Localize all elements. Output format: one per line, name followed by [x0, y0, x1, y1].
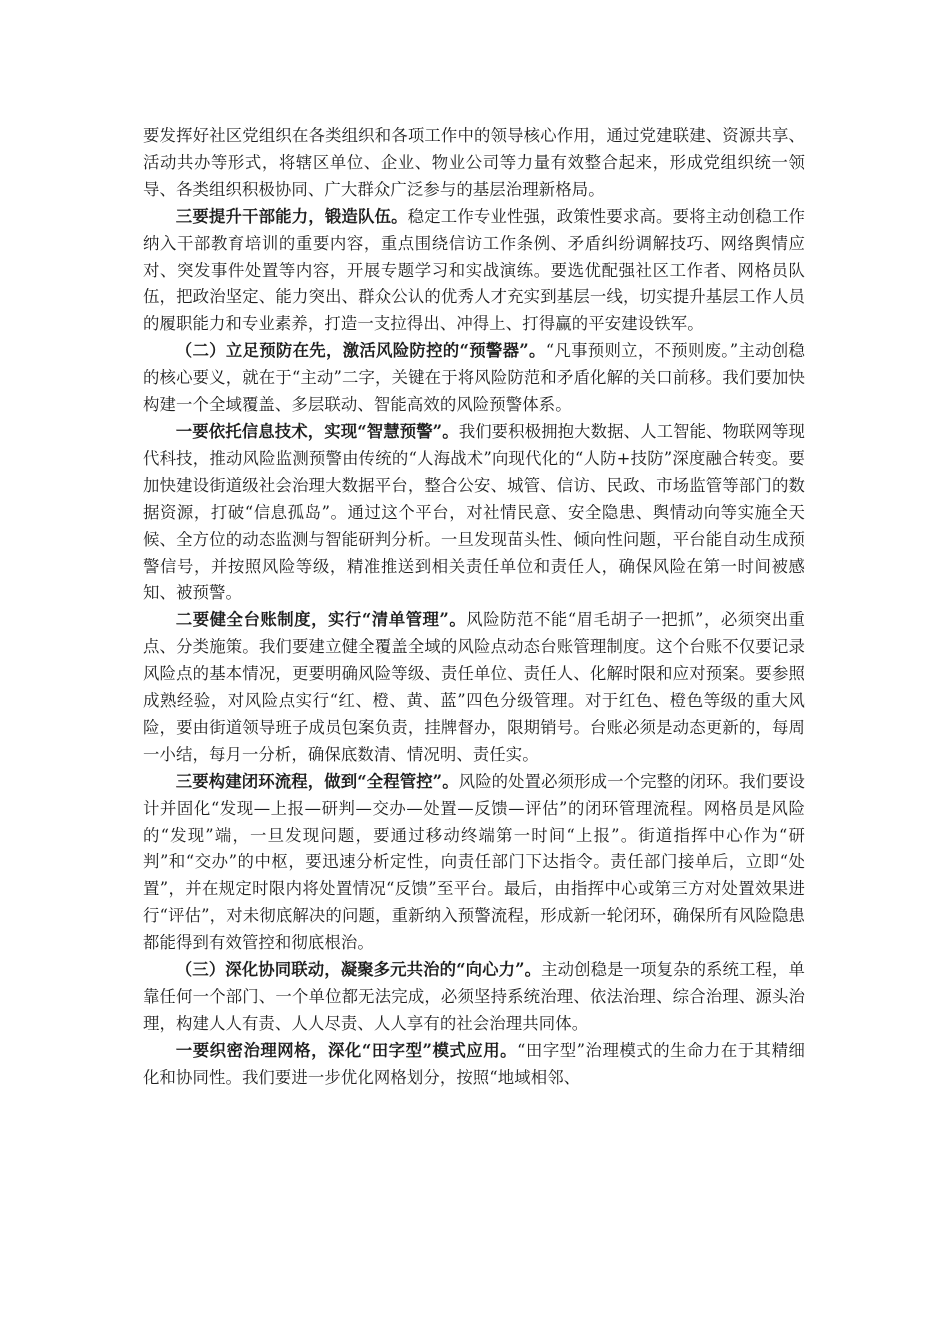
paragraph-lead: 二要健全台账制度，实行“清单管理”。 — [175, 610, 467, 630]
section-heading-paragraph — [143, 338, 805, 419]
paragraph-body: 风险的处置必须形成一个完整的闭环。我们要设计并固化“发现—上报—研判—交办—处置—反馈—评估”的闭环管理流程。网格员是风险的“发现”端，一旦发现问题，要通过移动终端第一时间“上报”。街道指挥中心作为“研判”和“交办”的中枢，要迅速分析定性，向责任部门下达指令。责任部门接单后，立即“处置”，并在规定时限内将处置情况“反馈”至平台。最后，由指挥中心或第三方对处置效果进行“评估”，对未彻底解决的问题，重新纳入预警流程，形成新一轮闭环，确保所有风险隐患都能得到有效管控和彻底根治。 — [143, 771, 806, 953]
document-page — [143, 123, 805, 1092]
paragraph — [143, 769, 805, 957]
paragraph-body: 稳定工作专业性强，政策性要求高。要将主动创稳工作纳入干部教育培训的重要内容，重点围绕信访工作条例、矛盾纠纷调解技巧、网络舆情应对、突发事件处置等内容，开展专题学习和实战演练。要选优配强社区工作者、网格员队伍，把政治坚定、能力突出、群众公认的优秀人才充实到基层一线，切实提升基层工作人员的履职能力和专业素养，打造一支拉得出、冲得上、打得赢的平安建设铁军。 — [143, 206, 805, 334]
paragraph-lead: 三要提升干部能力，锻造队伍。 — [175, 206, 408, 226]
paragraph-body: 我们要积极拥抱大数据、人工智能、物联网等现代科技，推动风险监测预警由传统的“人海战术”向现代化的“人防+技防”深度融合转变。要加快建设街道级社会治理大数据平台，整合公安、城管、信访、民政、市场监管等部门的数据资源，打破“信息孤岛”。通过这个平台，对社情民意、安全隐患、舆情动向等实施全天候、全方位的动态监测与智能研判分析。一旦发现苗头性、倾向性问题，平台能自动生成预警信号，并按照风险等级，精准推送到相关责任单位和责任人，确保风险在第一时间被感知、被预警。 — [143, 421, 806, 603]
paragraph — [143, 607, 805, 768]
paragraph-lead: 一要织密治理网格，深化“田字型”模式应用。 — [175, 1040, 518, 1060]
paragraph-body: 要发挥好社区党组织在各类组织和各项工作中的领导核心作用，通过党建联建、资源共享、活动共办等形式，将辖区单位、企业、物业公司等力量有效整合起来，形成党组织统一领导、各类组织积极协同、广大群众广泛参与的基层治理新格局。 — [143, 126, 805, 199]
paragraph-body: “田字型”治理模式的生命力在于其精细化和协同性。我们要进一步优化网格划分，按照“地域相邻、 — [143, 1040, 805, 1087]
paragraph — [143, 419, 805, 607]
paragraph-lead: （二）立足预防在先，激活风险防控的“预警器”。 — [175, 341, 546, 361]
paragraph — [143, 123, 805, 204]
section-heading-paragraph — [143, 957, 805, 1038]
paragraph-body: “凡事预则立，不预则废。”主动创稳的核心要义，就在于“主动”二字，关键在于将风险防范和矛盾化解的关口前移。我们要加快构建一个全域覆盖、多层联动、智能高效的风险预警体系。 — [143, 341, 806, 415]
paragraph-lead: （三）深化协同联动，凝聚多元共治的“向心力”。 — [175, 960, 542, 980]
paragraph — [143, 1038, 805, 1092]
paragraph — [143, 204, 805, 339]
paragraph-body: 主动创稳是一项复杂的系统工程，单靠任何一个部门、一个单位都无法完成，必须坚持系统治理、依法治理、综合治理、源头治理，构建人人有责、人人尽责、人人享有的社会治理共同体。 — [143, 960, 806, 1033]
paragraph-body: 风险防范不能“眉毛胡子一把抓”，必须突出重点、分类施策。我们要建立健全覆盖全域的风险点动态台账管理制度。这个台账不仅要记录风险点的基本情况，更要明确风险等级、责任单位、责任人、化解时限和应对预案。要参照成熟经验，对风险点实行“红、橙、黄、蓝”四色分级管理。对于红色、橙色等级的重大风险，要由街道领导班子成员包案负责，挂牌督办，限期销号。台账必须是动态更新的，每周一小结，每月一分析，确保底数清、情况明、责任实。 — [143, 610, 806, 764]
paragraph-lead: 一要依托信息技术，实现“智慧预警”。 — [175, 421, 459, 441]
paragraph-lead: 三要构建闭环流程，做到“全程管控”。 — [175, 771, 459, 791]
